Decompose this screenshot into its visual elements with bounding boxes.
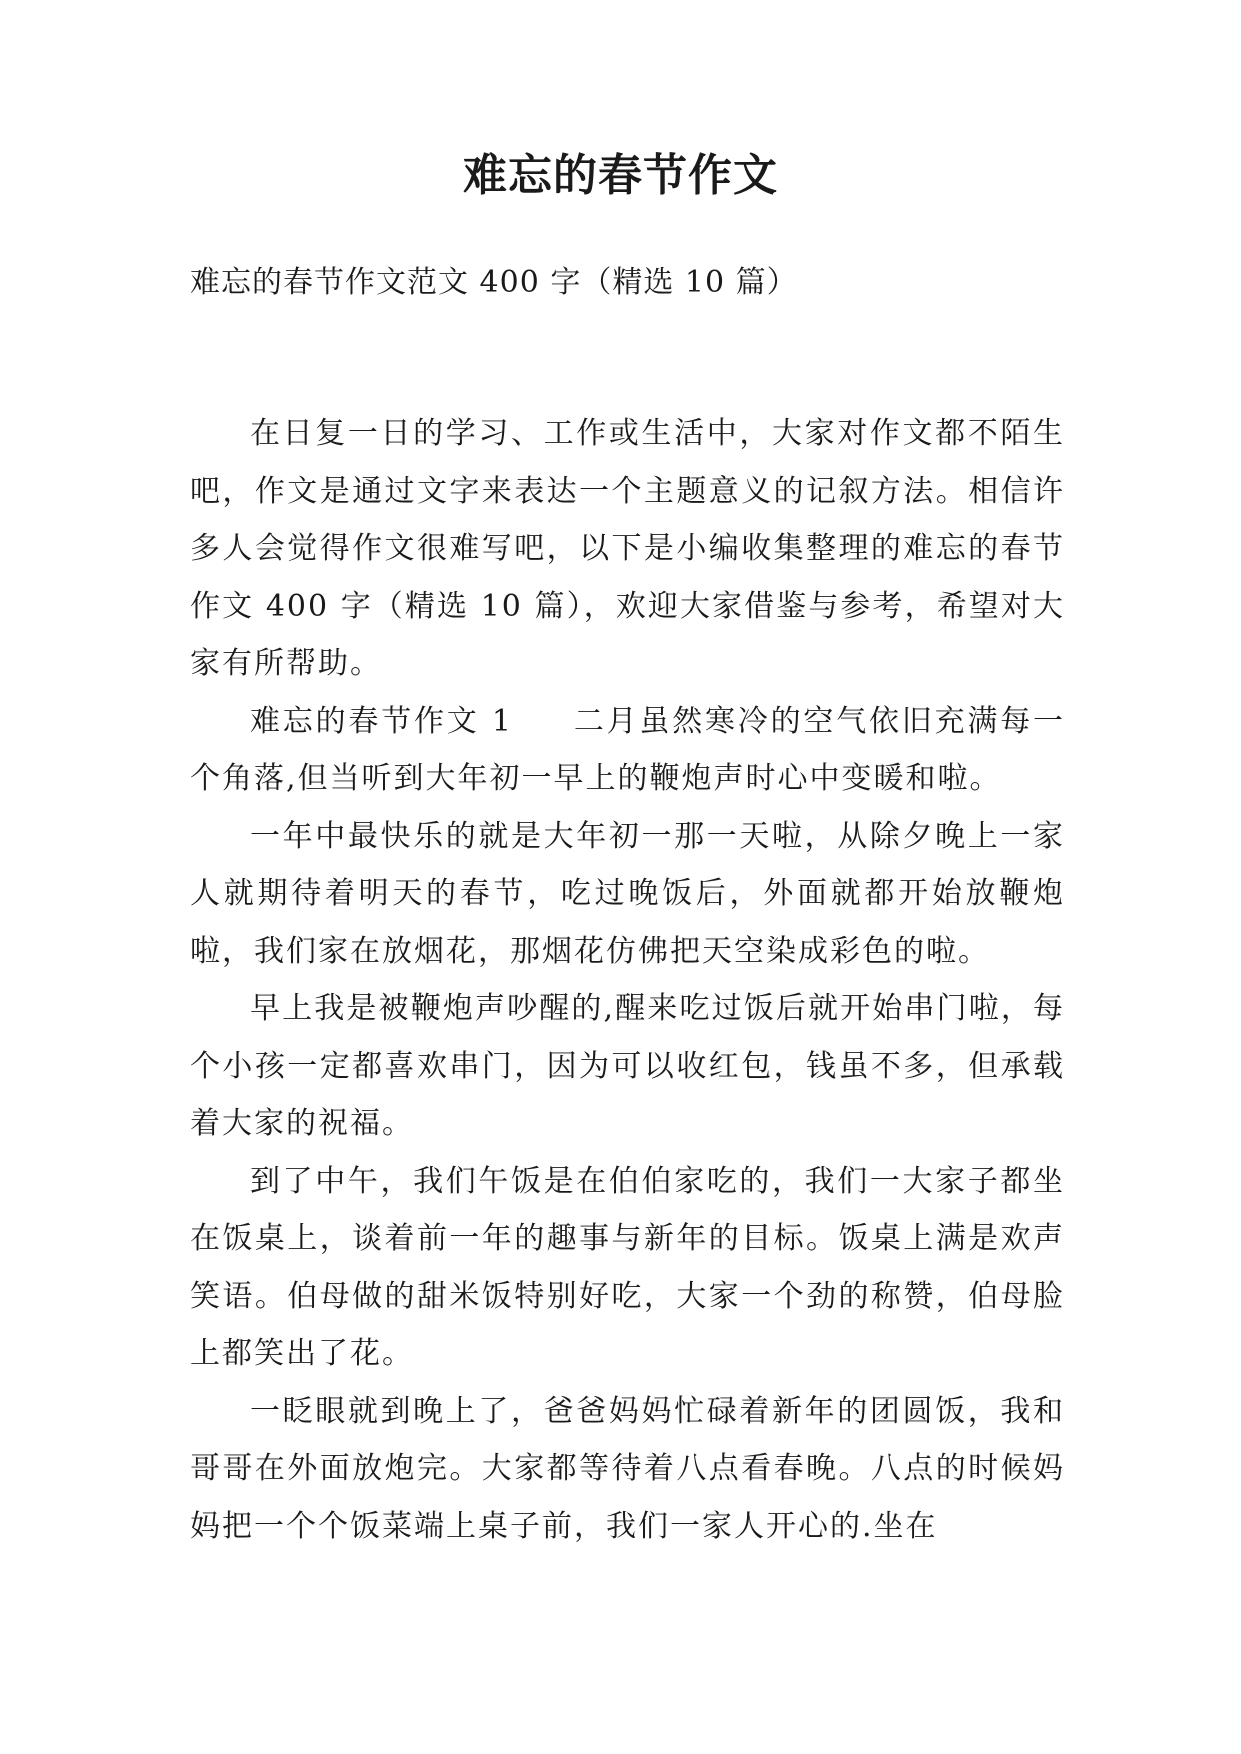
body-paragraph: 到了中午，我们午饭是在伯伯家吃的，我们一大家子都坐在饭桌上，谈着前一年的趣事与新年的目标。饭桌上满是欢声笑语。伯母做的甜米饭特别好吃，大家一个劲的称赞，伯母脸上都笑出了花。 xyxy=(190,1163,1065,1371)
document-title: 难忘的春节作文 xyxy=(463,150,778,201)
essay-1-opening-text: 二月虽然寒冷的空气依旧充满每一个角落,但当听到大年初一早上的鞭炮声时心中变暖和啦。 xyxy=(190,703,1065,796)
document-subtitle: 难忘的春节作文范文 400 字（精选 10 篇） xyxy=(190,265,798,300)
document-body xyxy=(190,405,1065,1555)
body-paragraph: 一眨眼就到晚上了，爸爸妈妈忙碌着新年的团圆饭，我和哥哥在外面放炮完。大家都等待着八点看春晚。八点的时候妈妈把一个个饭菜端上桌子前，我们一家人开心的.坐在 xyxy=(190,1393,1065,1544)
essay-1-heading: 难忘的春节作文 1 xyxy=(250,703,514,739)
body-paragraph: 早上我是被鞭炮声吵醒的,醒来吃过饭后就开始串门啦，每个小孩一定都喜欢串门，因为可以收红包，钱虽不多，但承载着大家的祝福。 xyxy=(190,991,1065,1141)
intro-paragraph: 在日复一日的学习、工作或生活中，大家对作文都不陌生吧，作文是通过文字来表达一个主题意义的记叙方法。相信许多人会觉得作文很难写吧，以下是小编收集整理的难忘的春节作文 400 字（精选 10 篇），欢迎大家借鉴与参考，希望对大家有所帮助。 xyxy=(190,416,1065,681)
body-paragraph: 一年中最快乐的就是大年初一那一天啦，从除夕晚上一家人就期待着明天的春节，吃过晚饭后，外面就都开始放鞭炮啦，我们家在放烟花，那烟花仿佛把天空染成彩色的啦。 xyxy=(190,818,1065,969)
essay-1-opening xyxy=(190,693,1065,808)
